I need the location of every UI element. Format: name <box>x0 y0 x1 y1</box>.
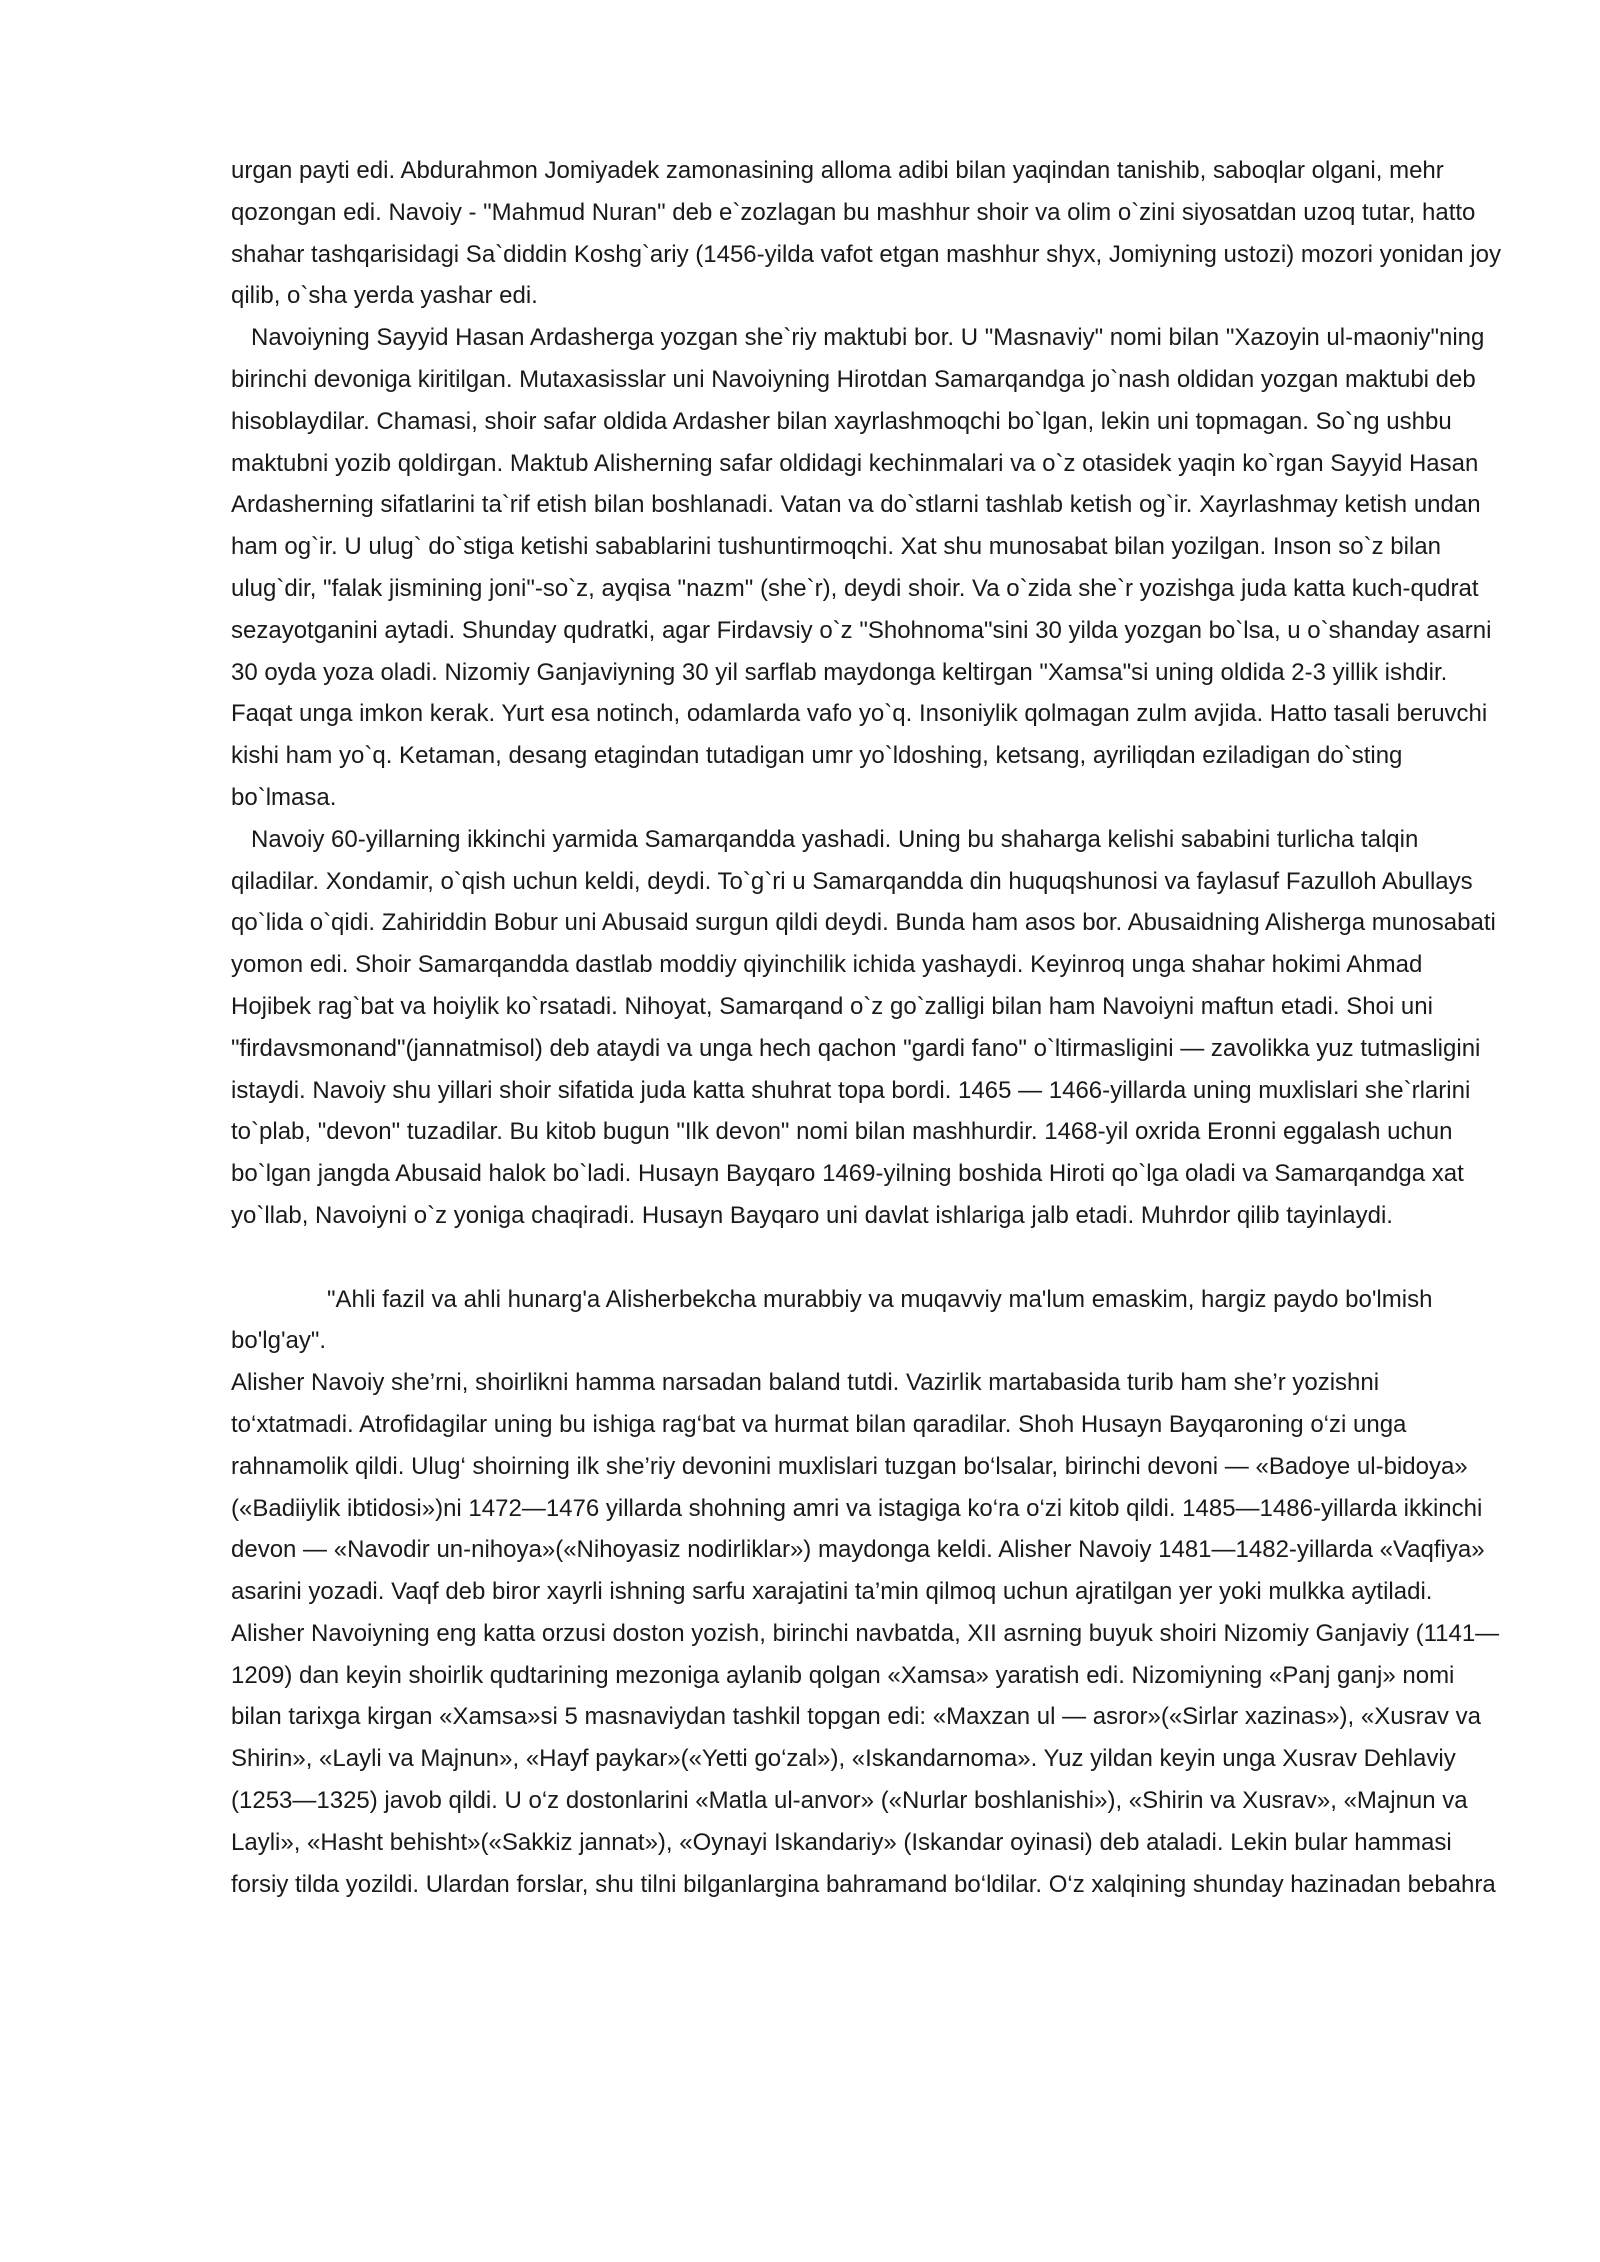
blank-line <box>231 1237 1501 1279</box>
paragraph-1: urgan payti edi. Abdurahmon Jomiyadek zamonasining alloma adibi bilan yaqindan tanishib, saboqlar olgani, mehr qozongan edi. Navoiy - "Mahmud Nuran" deb e`zozlagan bu mashhur shoir va olim o`zini siyosatdan uzoq tutar, hatto shahar tashqarisidagi Sa`diddin Koshg`ariy (1456-yilda vafot etgan mashhur shyx, Jomiyning ustozi) mozori yonidan joy qilib, o`sha yerda yashar edi. <box>231 157 1508 310</box>
paragraph-2: Navoiyning Sayyid Hasan Ardasherga yozgan she`riy maktubi bor. U "Masnaviy" nomi bilan "Xazoyin ul-maoniy"ning birinchi devoniga kiritilgan. Mutaxasisslar uni Navoiyning Hirotdan Samarqandga jo`nash oldidan yozgan maktubi deb hisoblaydilar. Chamasi, shoir safar oldida Ardasher bilan xayrlashmoqchi bo`lgan, lekin uni topmagan. So`ng ushbu maktubni yozib qoldirgan. Maktub Alisherning safar oldidagi kechinmalari va o`z otasidek yaqin ko`rgan Sayyid Hasan Ardasherning sifatlarini ta`rif etish bilan boshlanadi. Vatan va do`stlarni tashlab ketish og`ir. Xayrlashmay ketish undan ham og`ir. U ulug` do`stiga ketishi sabablarini tushuntirmoqchi. Xat shu munosabat bilan yozilgan. Inson so`z bilan ulug`dir, "falak jismining joni"-so`z, ayqisa "nazm" (she`r), deydi shoir. Va o`zida she`r yozishga juda katta kuch-qudrat sezayotganini aytadi. Shunday qudratki, agar Firdavsiy o`z "Shohnoma"sini 30 yilda yozgan bo`lsa, u o`shanday asarni 30 oyda yoza oladi. Nizomiy Ganjaviyning 30 yil sarflab maydonga keltirgan "Xamsa"si uning oldida 2-3 yillik ishdir. Faqat unga imkon kerak. Yurt esa notinch, odamlarda vafo yo`q. Insoniylik qolmagan zulm avjida. Hatto tasali beruvchi kishi ham yo`q. Ketaman, desang etagindan tutadigan umr yo`ldoshing, ketsang, ayriliqdan eziladigan do`sting bo`lmasa. <box>231 324 1499 811</box>
document-page <box>231 150 1508 1905</box>
paragraph-5: Alisher Navoiy she’rni, shoirlikni hamma narsadan baland tutdi. Vazirlik martabasida turib ham she’r yozishni to‘xtatmadi. Atrofidagilar uning bu ishiga rag‘bat va hurmat bilan qaradilar. Shoh Husayn Bayqaroning o‘zi unga rahnamolik qildi. Ulug‘ shoirning ilk she’riy devonini muxlislari tuzgan bo‘lsalar, birinchi devoni — «Badoye ul-bidoya» («Badiiylik ibtidosi»)ni 1472—1476 yillarda shohning amri va istagiga ko‘ra o‘zi kitob qildi. 1485—1486-yillarda ikkinchi devon — «Navodir un-nihoya»(«Nihoyasiz nodirliklar») maydonga keldi. Alisher Navoiy 1481—1482-yillarda «Vaqfiya» asarini yozadi. Vaqf deb biror xayrli ishning sarfu xarajatini ta’min qilmoq uchun ajratilgan yer yoki mulkka aytiladi. Alisher Navoiyning eng katta orzusi doston yozish, birinchi navbatda, XII asrning buyuk shoiri Nizomiy Ganjaviy (1141—1209) dan keyin shoirlik qudtarining mezoniga aylanib qolgan «Xamsa» yaratish edi. Nizomiyning «Panj ganj» nomi bilan tarixga kirgan «Xamsa»si 5 masnaviydan tashkil topgan edi: «Maxzan ul — asror»(«Sirlar xazinas»), «Xusrav va Shirin», «Layli va Majnun», «Hayf paykar»(«Yetti go‘zal»), «Iskandarnoma». Yuz yildan keyin unga Xusrav Dehlaviy (1253—1325) javob qildi. U o‘z dostonlarini «Matla ul-anvor» («Nurlar boshlanishi»), «Shirin va Xusrav», «Majnun va Layli», «Hasht behisht»(«Sakkiz jannat»), «Oynayi Iskandariy» (Iskandar oyinasi) deb ataladi. Lekin bular hammasi forsiy tilda yozildi. Ulardan forslar, shu tilni bilganlargina bahramand bo‘ldilar. O‘z xalqining shunday hazinadan bebahra <box>231 1369 1500 1898</box>
paragraph-3: Navoiy 60-yillarning ikkinchi yarmida Samarqandda yashadi. Uning bu shaharga kelishi sababini turlicha talqin qiladilar. Xondamir, o`qish uchun keldi, deydi. To`g`ri u Samarqandda din huquqshunosi va faylasuf Fazulloh Abullays qo`lida o`qidi. Zahiriddin Bobur uni Abusaid surgun qildi deydi. Bunda ham asos bor. Abusaidning Alisherga munosabati yomon edi. Shoir Samarqandda dastlab moddiy qiyinchilik ichida yashaydi. Keyinroq unga shahar hokimi Ahmad Hojibek rag`bat va hoiylik ko`rsatadi. Nihoyat, Samarqand o`z go`zalligi bilan ham Navoiyni maftun etadi. Shoi uni "firdavsmonand"(jannatmisol) deb ataydi va unga hech qachon "gardi fano" o`ltirmasligini — zavolikka yuz tutmasligini istaydi. Navoiy shu yillari shoir sifatida juda katta shuhrat topa bordi. 1465 — 1466-yillarda uning muxlislari she`rlarini to`plab, "devon" tuzadilar. Bu kitob bugun "Ilk devon" nomi bilan mashhurdir. 1468-yil oxrida Eronni eggalash uchun bo`lgan jangda Abusaid halok bo`ladi. Husayn Bayqaro 1469-yilning boshida Hiroti qo`lga oladi va Samarqandga xat yo`llab, Navoiyni o`z yoniga chaqiradi. Husayn Bayqaro uni davlat ishlariga jalb etadi. Muhrdor qilib tayinlaydi. <box>231 825 1503 1229</box>
quote-paragraph: "Ahli fazil va ahli hunarg'a Alisherbekcha murabbiy va muqavviy ma'lum emaskim, hargiz paydo bo'lmish bo'lg'ay". <box>231 1285 1440 1355</box>
